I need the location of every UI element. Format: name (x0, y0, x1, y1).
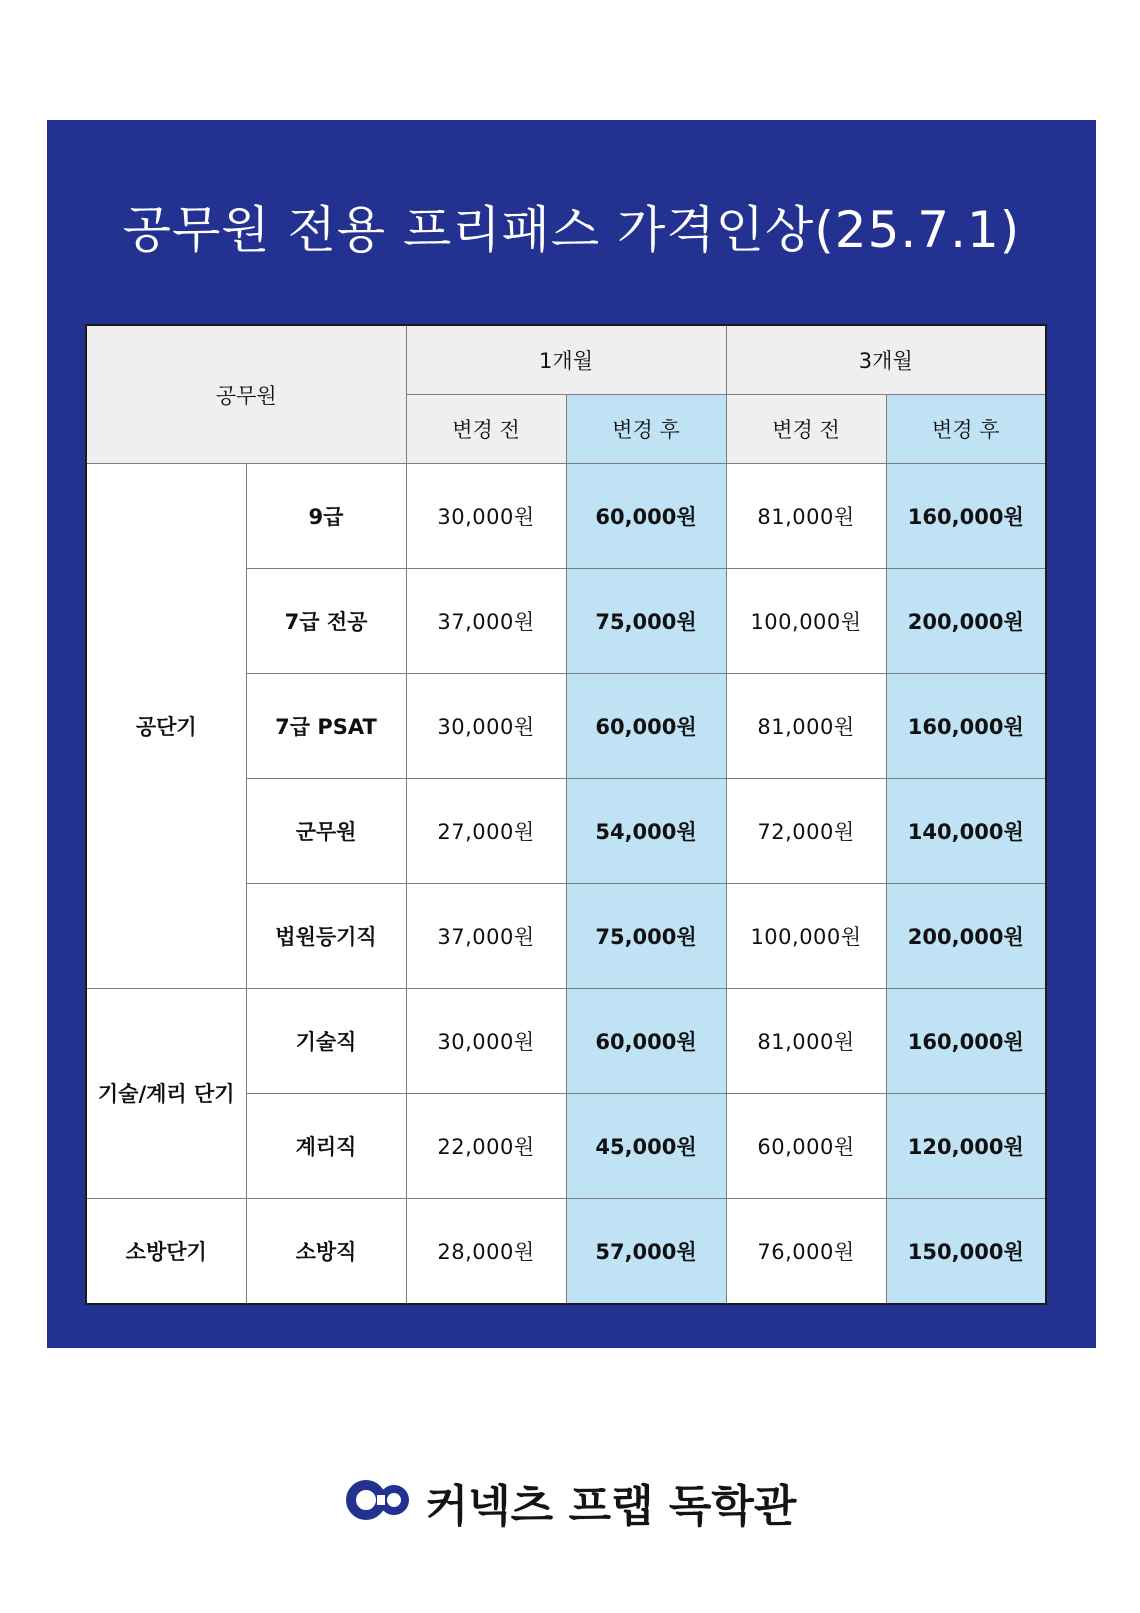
price-1month-before: 30,000원 (406, 674, 566, 779)
price-3month-before: 76,000원 (726, 1199, 886, 1305)
header-3month-before: 변경 전 (726, 395, 886, 464)
price-3month-after: 140,000원 (886, 779, 1046, 884)
price-1month-before: 27,000원 (406, 779, 566, 884)
table-row (86, 1199, 1046, 1305)
price-3month-after: 200,000원 (886, 884, 1046, 989)
row-label: 9급 (246, 464, 406, 569)
header-3month-after: 변경 후 (886, 395, 1046, 464)
header-1month-before: 변경 전 (406, 395, 566, 464)
price-1month-before: 37,000원 (406, 884, 566, 989)
brand-name: 커넥츠 프랩 독학관 (425, 1481, 797, 1532)
price-table (85, 324, 1047, 1305)
price-3month-before: 100,000원 (726, 884, 886, 989)
price-1month-after: 54,000원 (566, 779, 726, 884)
row-label: 기술직 (246, 989, 406, 1094)
price-1month-after: 45,000원 (566, 1094, 726, 1199)
price-3month-after: 160,000원 (886, 464, 1046, 569)
price-3month-before: 81,000원 (726, 674, 886, 779)
price-1month-before: 22,000원 (406, 1094, 566, 1199)
price-1month-after: 57,000원 (566, 1199, 726, 1305)
price-3month-after: 150,000원 (886, 1199, 1046, 1305)
row-label: 법원등기직 (246, 884, 406, 989)
header-period-1month: 1개월 (406, 325, 726, 395)
group-label: 소방단기 (86, 1199, 246, 1305)
price-1month-after: 60,000원 (566, 674, 726, 779)
header-corner: 공무원 (86, 325, 406, 464)
price-3month-after: 200,000원 (886, 569, 1046, 674)
table-row (86, 464, 1046, 569)
group-label: 공단기 (86, 464, 246, 989)
brand-footer (0, 1470, 1140, 1534)
price-3month-before: 60,000원 (726, 1094, 886, 1199)
header-period-3month: 3개월 (726, 325, 1046, 395)
price-1month-after: 60,000원 (566, 464, 726, 569)
row-label: 7급 PSAT (246, 674, 406, 779)
row-label: 7급 전공 (246, 569, 406, 674)
price-3month-after: 160,000원 (886, 674, 1046, 779)
price-1month-before: 28,000원 (406, 1199, 566, 1305)
page-title: 공무원 전용 프리패스 가격인상(25.7.1) (122, 201, 1021, 259)
connects-logo-icon (344, 1477, 414, 1527)
price-notice-panel (47, 120, 1096, 1348)
price-3month-before: 100,000원 (726, 569, 886, 674)
row-label: 소방직 (246, 1199, 406, 1305)
price-3month-before: 72,000원 (726, 779, 886, 884)
price-3month-before: 81,000원 (726, 989, 886, 1094)
header-1month-after: 변경 후 (566, 395, 726, 464)
group-label: 기술/계리 단기 (86, 989, 246, 1199)
price-1month-after: 75,000원 (566, 569, 726, 674)
price-1month-before: 37,000원 (406, 569, 566, 674)
price-3month-after: 120,000원 (886, 1094, 1046, 1199)
table-row (86, 989, 1046, 1094)
row-label: 군무원 (246, 779, 406, 884)
table-header-row (86, 325, 1046, 395)
price-1month-before: 30,000원 (406, 464, 566, 569)
price-3month-before: 81,000원 (726, 464, 886, 569)
price-1month-after: 60,000원 (566, 989, 726, 1094)
row-label: 계리직 (246, 1094, 406, 1199)
price-3month-after: 160,000원 (886, 989, 1046, 1094)
price-1month-after: 75,000원 (566, 884, 726, 989)
price-1month-before: 30,000원 (406, 989, 566, 1094)
